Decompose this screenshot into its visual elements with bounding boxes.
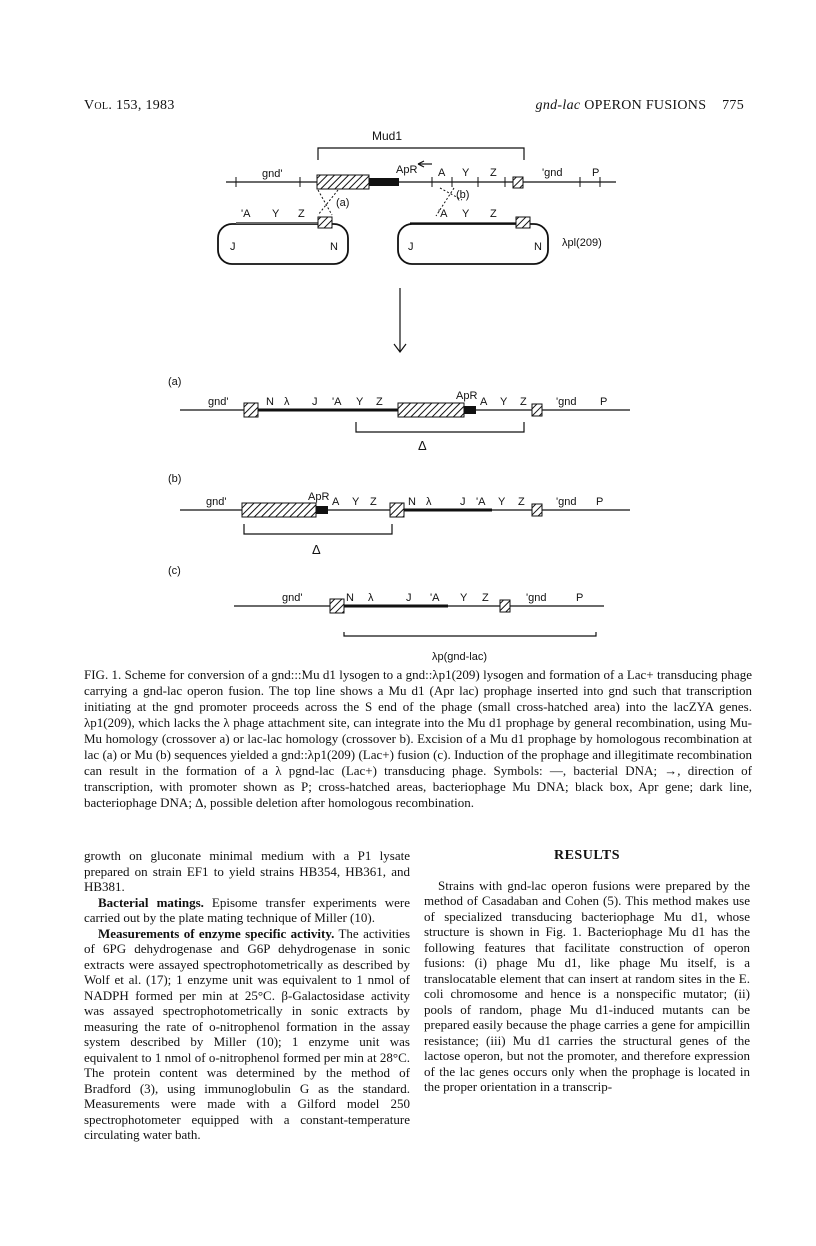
a-gene-a1: 'A bbox=[332, 396, 342, 408]
apr-label: ApR bbox=[396, 164, 418, 176]
crossover-a-label: (a) bbox=[336, 197, 350, 209]
c-p: P bbox=[576, 592, 584, 604]
b-p: P bbox=[596, 496, 604, 508]
panel-a bbox=[168, 376, 630, 453]
b-delta: Δ bbox=[312, 542, 321, 557]
right-gene-y: Y bbox=[462, 208, 470, 220]
gene-z: Z bbox=[490, 167, 497, 179]
b-gene-a1: A bbox=[332, 496, 340, 508]
a-gene-a2: A bbox=[480, 396, 488, 408]
matings-text: Episome transfer experiments were carried out by the plate mating technique of Miller (10). bbox=[84, 894, 411, 925]
a-delta: Δ bbox=[418, 438, 427, 453]
figure-caption: FIG. 1. Scheme for conversion of a gnd:::Mu d1 lysogen to a gnd::λp1(209) lysogen and formation of a Lac+ transducing phage carrying a gnd-lac operon fusion. The top line shows a Mu d1 (Apr lac) prophage inserted into gnd such that transcription initiating at the gnd promoter proceeds across the S end of the phage (small cross-hatched area) into the lacZYA genes. λp1(209), which lacks the λ phage attachment site, can integrate into the Mu d1 prophage by general recombination, using Mu-Mu homology (crossover a) or lac-lac homology (crossover b). Excision of a Mu d1 prophage by homologous recombination at lac (a) or Mu (b) sequences yielded a gnd::λp1(209) (Lac+) fusion (c). Induction of the prophage and illegitimate recombination can result in the formation of a λ pgnd-lac (Lac+) transducing phage. Symbols: —, bacterial DNA; →, direction of transcription, with promoter shown as P; cross-hatched areas, bacteriophage Mu DNA; black box, Apr gene; dark line, bacteriophage DNA; Δ, possible deletion after homologous recombination. bbox=[84, 667, 752, 810]
left-p3 bbox=[84, 926, 410, 1143]
apr-gene-box bbox=[369, 178, 399, 186]
b-j: J bbox=[460, 496, 466, 508]
enzyme-text: The activities of 6PG dehydrogenase and G6P dehydrogenase in sonic extracts were assayed spectrophotometrically as described by Wolf et al. (17); 1 enzyme unit was equivalent to 1 nmol of NADPH formed per min at 25°C. β-Galactosidase activity was assayed spectrophotometrically in sonic extracts by measuring the rate of o-nitrophenol formation in the assay system described by Miller (10); 1 enzyme unit was equivalent to 1 nmol of o-nitrophenol formed per min at 28°C. The protein content was determined by the method of Bradford (3), using immunoglobulin G as the standard. Measurements were made with a Gilford model 250 spectrophotometer equipped with a constant-temperature circulating water bath. bbox=[84, 925, 410, 1142]
crossover-a-line2 bbox=[318, 190, 338, 215]
b-gene-z1: Z bbox=[370, 496, 377, 508]
mud-label: Mud1 bbox=[372, 129, 403, 143]
panel-a-label: (a) bbox=[168, 376, 182, 388]
matings-heading: Bacterial matings. bbox=[98, 894, 204, 910]
c-gene-z: Z bbox=[482, 592, 489, 604]
a-gene-z2: Z bbox=[520, 396, 527, 408]
panel-c-label: (c) bbox=[168, 565, 181, 577]
c-gene-a: 'A bbox=[430, 592, 440, 604]
a-gnd-right: 'gnd bbox=[556, 396, 577, 408]
left-gene-y: Y bbox=[272, 208, 280, 220]
panel-b-label: (b) bbox=[168, 473, 182, 485]
right-p1: Strains with gnd-lac operon fusions were prepared by the method of Casadaban and Cohen (5). This method makes use of specialized transducing bacteriophage Mu d1, whose structure is shown in Fig. 1. Bacteriophage Mu d1 has the following features that facilitate construction of operon fusions: (i) phage Mu d1, like phage Mu itself, is a translocatable element that can insert at random sites in the E. coli chromosome and hence is a nonspecific mutator; (ii) pools of random, phage Mu d1-induced mutants can be prepared easily because the phage carries a gene for ampicillin resistance; (iii) Mu d1 carries the structural genes of the lactose operon, but not the promoter, and therefore expression of the lac genes occurs only when the prophage is located in the proper orientation in a transcrip- bbox=[424, 877, 750, 1094]
c-gene-y: Y bbox=[460, 592, 468, 604]
a-gene-y2: Y bbox=[500, 396, 508, 408]
b-gnd-left: gnd' bbox=[206, 496, 227, 508]
crossover-a-line1 bbox=[318, 190, 332, 215]
lambda-loop-right bbox=[398, 224, 548, 264]
c-gnd-right: 'gnd bbox=[526, 592, 547, 604]
a-lambda: λ bbox=[284, 396, 290, 408]
left-p2 bbox=[84, 895, 410, 926]
mu-s-end bbox=[513, 177, 523, 188]
left-n: N bbox=[330, 241, 338, 253]
journal-volume: Vol. 153, 1983 bbox=[84, 98, 175, 113]
right-j: J bbox=[408, 241, 414, 253]
b-gnd-right: 'gnd bbox=[556, 496, 577, 508]
a-j: J bbox=[312, 396, 318, 408]
enzyme-heading: Measurements of enzyme specific activity. bbox=[98, 925, 335, 941]
b-apr: ApR bbox=[308, 491, 330, 503]
crossover-b-label: (b) bbox=[456, 189, 470, 201]
lambda-loop-left bbox=[218, 224, 348, 264]
mu-hatched-block bbox=[317, 175, 369, 189]
b-gene-z2: Z bbox=[518, 496, 525, 508]
running-title bbox=[536, 98, 744, 114]
c-lambda: λ bbox=[368, 592, 374, 604]
a-apr: ApR bbox=[456, 390, 478, 402]
b-deletion-bracket bbox=[244, 524, 392, 534]
b-gene-y1: Y bbox=[352, 496, 360, 508]
right-gene-a: 'A bbox=[438, 208, 448, 220]
a-gene-y1: Y bbox=[356, 396, 364, 408]
mud-bracket bbox=[318, 148, 524, 160]
a-n: N bbox=[266, 396, 274, 408]
c-gnd-left: gnd' bbox=[282, 592, 303, 604]
a-gene-z1: Z bbox=[376, 396, 383, 408]
gnd-right: 'gnd bbox=[542, 167, 563, 179]
a-p: P bbox=[600, 396, 608, 408]
gene-y: Y bbox=[462, 167, 470, 179]
b-lambda: λ bbox=[426, 496, 432, 508]
right-gene-z: Z bbox=[490, 208, 497, 220]
lambda-phage-label: λpl(209) bbox=[562, 237, 602, 249]
figure-1-diagram bbox=[0, 120, 816, 665]
a-gnd-left: gnd' bbox=[208, 396, 229, 408]
gnd-left: gnd' bbox=[262, 168, 283, 180]
left-gene-z: Z bbox=[298, 208, 305, 220]
c-n: N bbox=[346, 592, 354, 604]
a-deletion-bracket bbox=[356, 422, 524, 432]
b-gene-y2: Y bbox=[498, 496, 506, 508]
c-j: J bbox=[406, 592, 412, 604]
left-p1: growth on gluconate minimal medium with a P1 lysate prepared on strain EF1 to yield strains HB354, HB361, and HB381. bbox=[84, 848, 410, 894]
promoter-label: P bbox=[592, 167, 600, 179]
right-n: N bbox=[534, 241, 542, 253]
panel-c bbox=[168, 565, 604, 663]
panel-b bbox=[168, 473, 630, 557]
gene-a: A bbox=[438, 167, 446, 179]
right-column bbox=[424, 848, 750, 1095]
c-product-bracket bbox=[344, 632, 596, 636]
running-title-italic: gnd-lac bbox=[535, 98, 581, 113]
top-panel bbox=[218, 129, 616, 352]
b-n: N bbox=[408, 496, 416, 508]
left-j: J bbox=[230, 241, 236, 253]
page-number: 775 bbox=[722, 98, 744, 113]
left-column bbox=[84, 848, 410, 1143]
c-product-label: λp(gnd-lac) bbox=[432, 651, 488, 663]
b-gene-a2: 'A bbox=[476, 496, 486, 508]
results-heading: RESULTS bbox=[553, 848, 621, 863]
left-gene-a: 'A bbox=[241, 208, 251, 220]
running-title-text: OPERON FUSIONS bbox=[584, 98, 707, 113]
